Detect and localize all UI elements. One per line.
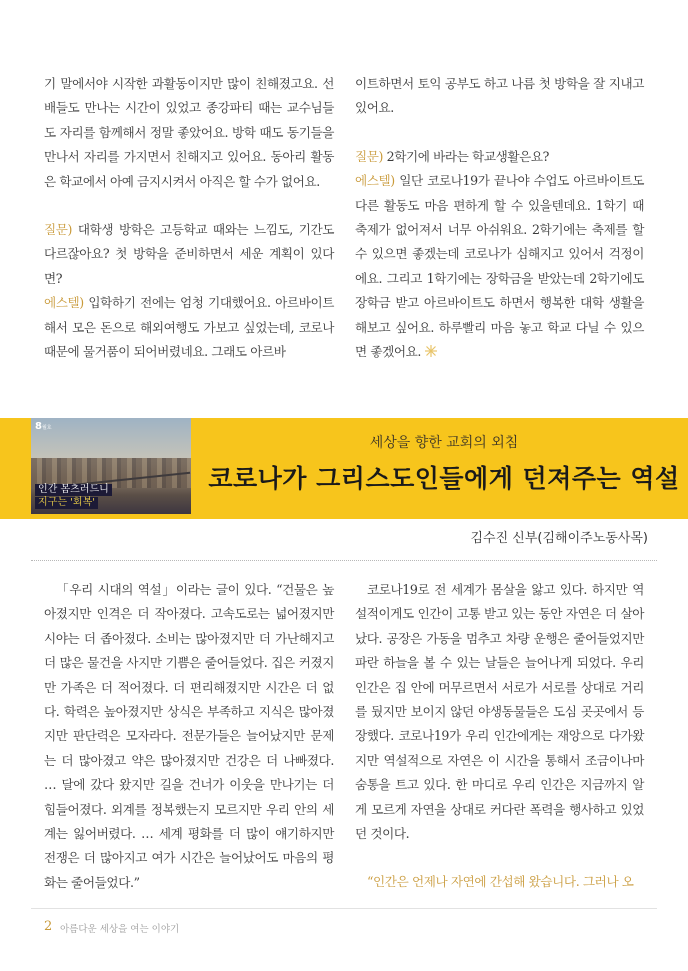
divider [31, 560, 657, 561]
page-number: 2 [44, 919, 53, 934]
answer-text: 입학하기 전에는 엄청 기대했어요. 아르바이트해서 모은 돈으로 해외여행도 가보고 싶었는데, 코로나 때문에 물거품이 되어버렸네요. 그래도 아르바 [44, 295, 334, 360]
question-1 [44, 218, 334, 291]
interview-paragraph: 이트하면서 토익 공부도 하고 나름 첫 방학을 잘 지내고 있어요. [355, 76, 644, 116]
interview-right-column [355, 72, 644, 364]
pull-quote: “인간은 언제나 자연에 간섭해 왔습니다. 그러나 오 [367, 874, 634, 890]
answer-label: 에스텔) [44, 295, 84, 311]
banner-title: 코로나가 그리스도인들에게 던져주는 역설 [208, 464, 680, 493]
news-thumbnail [31, 418, 191, 514]
banner-subtitle: 세상을 향한 교회의 외침 [369, 435, 519, 451]
thumbnail-caption-2: 지구는 '회복' [35, 497, 98, 509]
question-text: 2학기에 바라는 학교생활은요? [383, 148, 550, 164]
issue-number-value: 8 [35, 421, 42, 432]
sparkle-icon [424, 344, 438, 358]
question-text: 대학생 방학은 고등학교 때와는 느낌도, 기간도 다르잖아요? 첫 방학을 준비하면서 세운 계획이 있다면? [44, 222, 334, 286]
article-right-column [355, 578, 644, 895]
question-label: 질문) [355, 148, 384, 164]
answer-text: 일단 코로나19가 끝나야 수업도 아르바이트도 다른 활동도 마음 편하게 할 수 있을텐데요. 1학기 때 축제가 없어져서 너무 아쉬워요. 2학기에는 축제를 할 수 있으면 좋겠는데 코로나가 심해지고 있어서 걱정이에요. 그리고 1학기에는 장학금을 받았는데 2학기에도 장학금 받고 아르바이트도 하면서 행복한 대학 생활을 해보고 싶어요. 하루빨리 마음 놓고 학교 다닐 수 있으면 좋겠어요. [355, 173, 644, 360]
thumbnail-caption-1: 인간 몸츠러드니 [35, 484, 112, 496]
answer-label: 에스텔) [355, 173, 395, 189]
article-left-column [44, 578, 334, 895]
question-2 [355, 145, 644, 169]
answer-2 [355, 169, 644, 364]
issue-number-suffix: 월호 [41, 425, 52, 431]
interview-paragraph: 기 말에서야 시작한 과활동이지만 많이 친해졌고요. 선배들도 만나는 시간이 있었고 종강파티 때는 교수님들도 자리를 함께해서 정말 좋았어요. 방학 때도 동기들을 만나서 자리를 가지면서 친해지고 있어요. 동아리 활동은 학교에서 아예 금지시켜서 아직은 할 수가 없어요. [44, 76, 334, 189]
footer-rule [31, 908, 657, 909]
footer-title: 아름다운 세상을 여는 이야기 [60, 924, 180, 935]
answer-1 [44, 291, 334, 364]
question-label: 질문) [44, 222, 73, 238]
article-paragraph: 「우리 시대의 역설」이라는 글이 있다. “건물은 높아졌지만 인격은 더 작아졌다. 고속도로는 넓어졌지만 시야는 더 좁아졌다. 소비는 많아졌지만 더 가난해지고 더 많은 물건을 사지만 기쁨은 줄어들었다. 집은 커졌지만 가족은 더 적어졌다. 더 편리해졌지만 시간은 더 없다. 학력은 높아졌지만 상식은 부족하고 지식은 많아졌지만 판단력은 모자라다. 전문가들은 늘어났지만 문제는 더 많아졌고 약은 많아졌지만 건강은 더 나빠졌다. … 달에 갔다 왔지만 길을 건너가 이웃을 만나기는 더 힘들어졌다. 외계를 정복했는지 모르지만 우리 안의 세계는 잃어버렸다. … 세계 평화를 더 많이 얘기하지만 전쟁은 더 많아지고 여가 시간은 늘어났어도 마음의 평화는 줄어들었다.” [44, 582, 334, 890]
issue-number [35, 421, 52, 432]
article-paragraph: 코로나19로 전 세계가 몸살을 앓고 있다. 하지만 역설적이게도 인간이 고통 받고 있는 동안 자연은 더 살아났다. 공장은 가동을 멈추고 차량 운행은 줄어들었지만 파란 하늘을 볼 수 있는 날들은 늘어나게 되었다. 우리 인간은 집 안에 머무르면서 서로가 서로를 상대로 거리를 뒀지만 보이지 않던 야생동물들은 도심 곳곳에서 등장했다. 코로나19가 우리 인간에게는 재앙으로 다가왔지만 역설적으로 자연은 이 시간을 통해서 조금이나마 숨통을 트고 있다. 한 마디로 우리 인간은 지금까지 알게 모르게 자연을 상대로 커다란 폭력을 행사하고 있었던 것이다. [355, 582, 644, 842]
author-byline: 김수진 신부(김해이주노동사목) [470, 531, 648, 546]
interview-left-column [44, 72, 334, 364]
